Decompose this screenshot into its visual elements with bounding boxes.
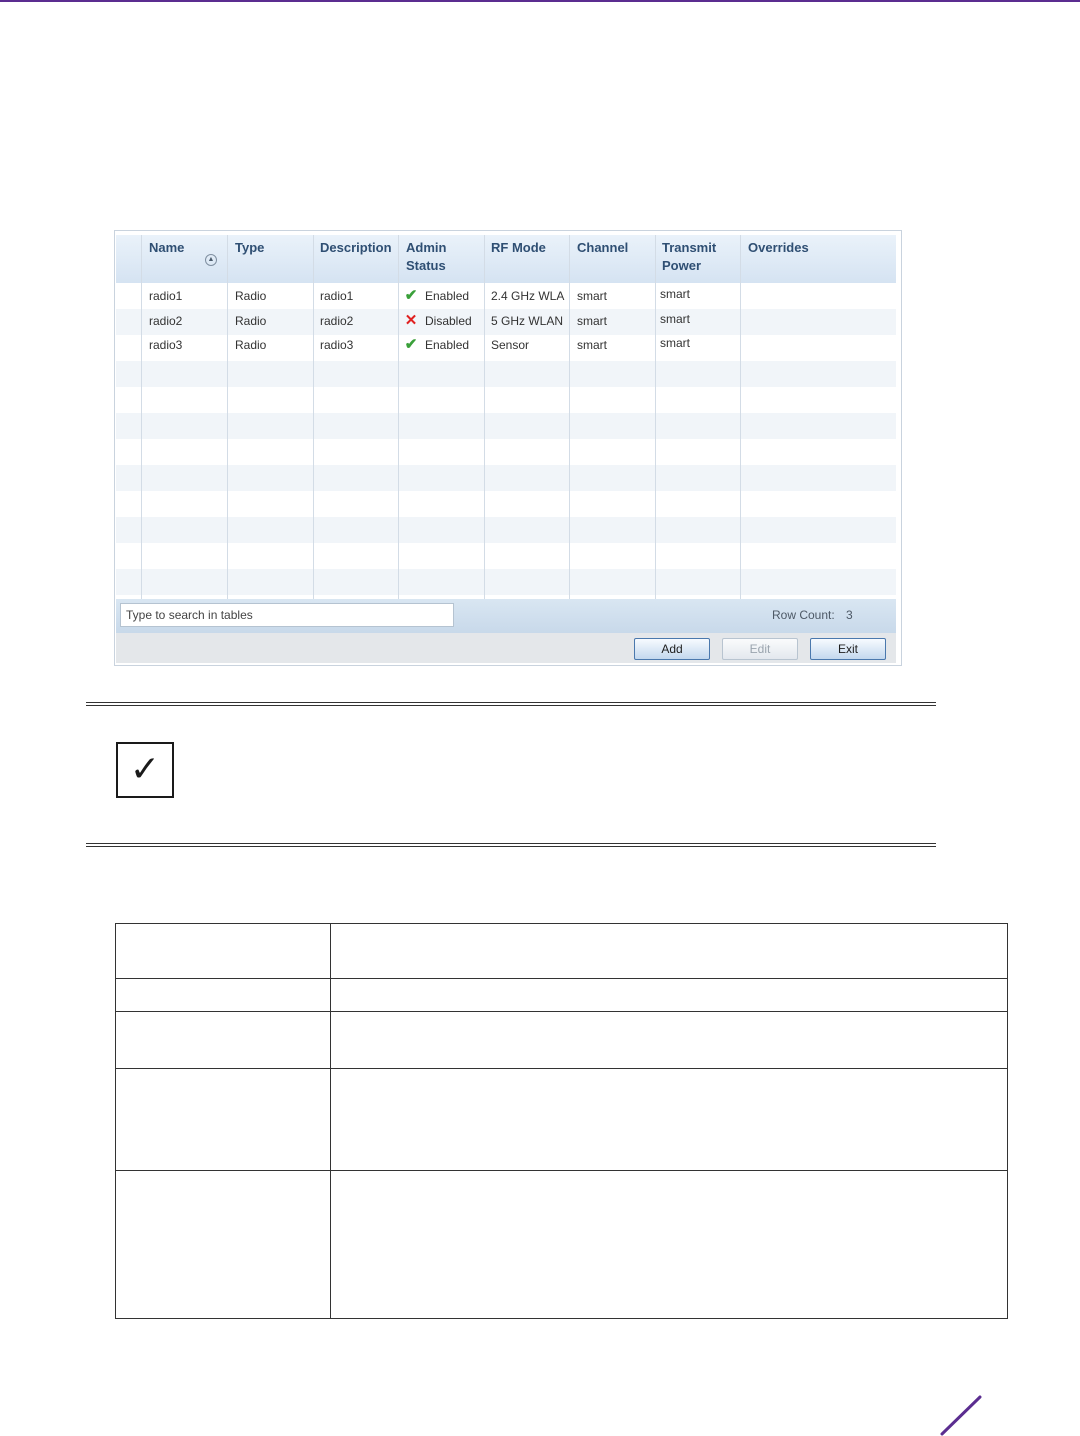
cell-channel: smart — [577, 338, 607, 352]
table-row[interactable] — [115, 310, 895, 332]
row-count-label: Row Count: — [772, 608, 835, 622]
cell-description: radio1 — [320, 289, 354, 303]
cell-rf-mode: 5 GHz WLAN — [491, 314, 564, 328]
table-cell — [116, 979, 331, 1012]
exit-button[interactable]: Exit — [810, 638, 886, 660]
check-icon: ✔ — [404, 336, 418, 353]
note-checkmark-icon: ✓ — [116, 742, 174, 798]
column-header-channel[interactable]: Channel — [577, 240, 629, 255]
table-row — [116, 924, 1008, 979]
table-cell — [116, 1069, 331, 1171]
radios-table-panel — [114, 230, 902, 666]
cell-description: radio2 — [320, 314, 354, 328]
admin-status-text: Disabled — [425, 314, 472, 328]
column-header-name[interactable]: Name — [149, 240, 185, 255]
table-row[interactable] — [115, 334, 895, 356]
cell-name: radio1 — [149, 289, 183, 303]
add-button[interactable]: Add — [634, 638, 710, 660]
note-bottom-rule — [86, 843, 936, 844]
table-cell — [116, 1012, 331, 1069]
check-icon: ✔ — [404, 287, 418, 304]
cell-name: radio2 — [149, 314, 183, 328]
field-description-table — [115, 923, 1008, 1319]
column-header-type[interactable]: Type — [235, 240, 265, 255]
column-header-overrides[interactable]: Overrides — [748, 240, 809, 255]
cell-rf-mode: Sensor — [491, 338, 530, 352]
x-icon: ✕ — [404, 312, 418, 329]
table-cell — [331, 979, 1008, 1012]
edit-button[interactable]: Edit — [722, 638, 798, 660]
cell-admin-status — [403, 310, 472, 332]
cell-rf-mode: 2.4 GHz WLA — [491, 289, 565, 303]
note-bottom-rule — [86, 846, 936, 847]
top-accent-rule — [0, 0, 1080, 2]
note-top-rule — [86, 705, 936, 706]
column-header-description[interactable]: Description — [320, 240, 392, 255]
cell-type: Radio — [235, 289, 267, 303]
cell-type: Radio — [235, 314, 267, 328]
corner-slash-mark — [938, 1394, 984, 1436]
table-cell — [116, 1171, 331, 1319]
column-header-admin-status[interactable]: Admin Status — [406, 240, 447, 273]
cell-transmit-power: smart — [660, 287, 690, 301]
cell-transmit-power: smart — [660, 336, 690, 350]
cell-description: radio3 — [320, 338, 354, 352]
table-row[interactable] — [115, 285, 895, 307]
cell-admin-status — [403, 334, 469, 356]
table-cell — [331, 924, 1008, 979]
cell-transmit-power: smart — [660, 312, 690, 326]
row-count-value: 3 — [846, 608, 853, 622]
admin-status-text: Enabled — [425, 289, 470, 303]
table-cell — [331, 1012, 1008, 1069]
table-cell — [116, 924, 331, 979]
cell-type: Radio — [235, 338, 267, 352]
sort-ascending-icon[interactable]: ▲ — [205, 254, 217, 266]
column-header-rf-mode[interactable]: RF Mode — [491, 240, 546, 255]
action-button-bar — [116, 633, 896, 663]
table-cell — [331, 1171, 1008, 1319]
table-row — [116, 1171, 1008, 1319]
note-top-rule — [86, 702, 936, 703]
cell-name: radio3 — [149, 338, 183, 352]
column-header-transmit-power[interactable]: Transmit Power — [662, 240, 717, 273]
search-input[interactable]: Type to search in tables — [120, 603, 454, 627]
cell-channel: smart — [577, 289, 607, 303]
row-count — [772, 608, 853, 622]
table-row — [116, 1069, 1008, 1171]
table-row — [116, 979, 1008, 1012]
cell-channel: smart — [577, 314, 607, 328]
table-row — [116, 1012, 1008, 1069]
cell-admin-status — [403, 285, 469, 307]
table-cell — [331, 1069, 1008, 1171]
table-footer — [116, 599, 896, 633]
admin-status-text: Enabled — [425, 338, 470, 352]
